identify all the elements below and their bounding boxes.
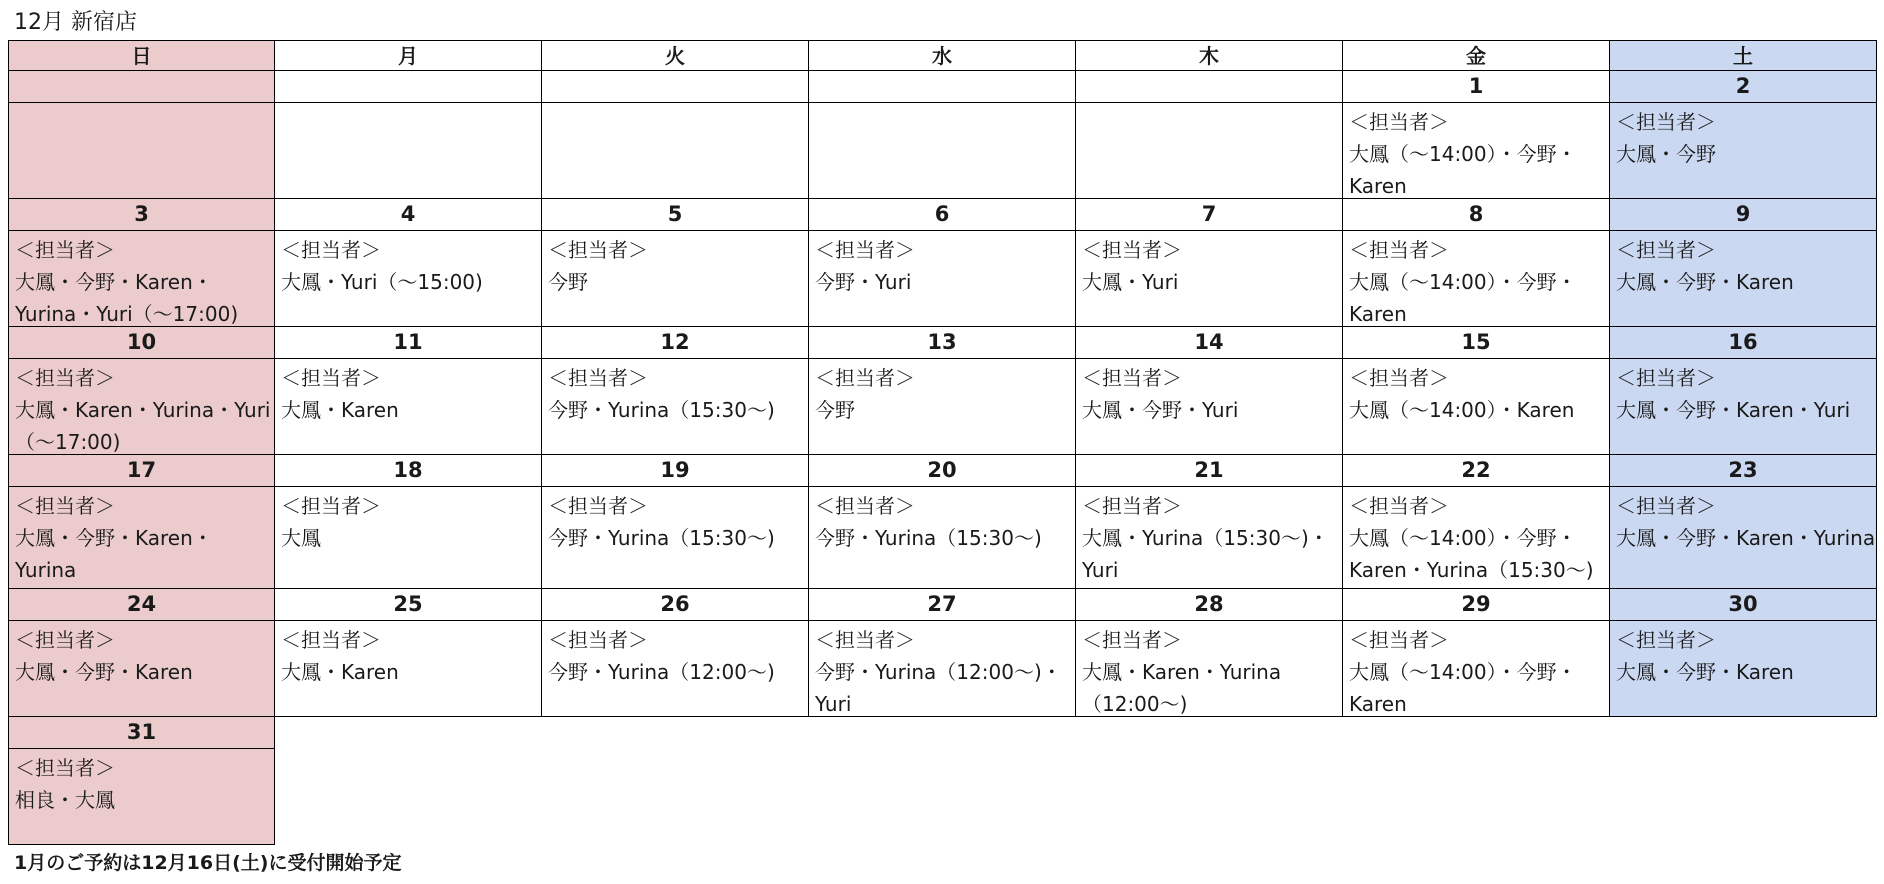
day-number: 19 — [542, 455, 809, 487]
staff-heading: ＜担当者＞ — [281, 366, 381, 390]
day-cell[interactable] — [8, 359, 275, 455]
empty-slot — [809, 717, 1076, 749]
empty-slot — [275, 749, 542, 845]
day-number — [275, 71, 542, 103]
day-number: 28 — [1076, 589, 1343, 621]
staff-heading: ＜担当者＞ — [548, 628, 648, 652]
staff-heading: ＜担当者＞ — [815, 628, 915, 652]
empty-slot — [1343, 717, 1610, 749]
day-cell[interactable] — [1076, 231, 1343, 327]
staff-list: 大鳳・Karen・Yurina（12:00〜) — [1082, 660, 1282, 716]
day-cell[interactable] — [1610, 359, 1877, 455]
staff-heading: ＜担当者＞ — [1349, 366, 1449, 390]
reservation-note: 1月のご予約は12月16日(土)に受付開始予定 — [14, 852, 402, 874]
weekday-header: 金 — [1343, 40, 1610, 71]
empty-slot — [1343, 749, 1610, 845]
staff-list: 今野 — [815, 398, 855, 422]
day-number: 5 — [542, 199, 809, 231]
staff-heading: ＜担当者＞ — [1349, 494, 1449, 518]
day-number: 24 — [8, 589, 275, 621]
staff-list: 大鳳・今野・Yuri — [1082, 398, 1239, 422]
day-number: 27 — [809, 589, 1076, 621]
staff-list: 今野・Yurina（12:00〜) — [548, 660, 775, 684]
staff-list: 今野・Yurina（15:30〜) — [548, 398, 775, 422]
day-cell[interactable] — [1343, 359, 1610, 455]
day-cell[interactable] — [1076, 621, 1343, 717]
day-number: 16 — [1610, 327, 1877, 359]
day-cell[interactable] — [8, 231, 275, 327]
day-number: 12 — [542, 327, 809, 359]
day-number: 8 — [1343, 199, 1610, 231]
day-number: 11 — [275, 327, 542, 359]
day-number: 30 — [1610, 589, 1877, 621]
day-number: 20 — [809, 455, 1076, 487]
day-number: 9 — [1610, 199, 1877, 231]
staff-heading: ＜担当者＞ — [1349, 628, 1449, 652]
day-cell[interactable] — [8, 103, 275, 199]
staff-heading: ＜担当者＞ — [815, 494, 915, 518]
staff-list: 大鳳・Karen — [281, 398, 399, 422]
staff-heading: ＜担当者＞ — [815, 366, 915, 390]
staff-list: 大鳳（〜14:00）・今野・Karen — [1349, 270, 1577, 326]
day-cell[interactable] — [1076, 487, 1343, 589]
weekday-header: 木 — [1076, 40, 1343, 71]
day-number: 2 — [1610, 71, 1877, 103]
staff-list: 大鳳・今野・Karen・Yuri — [1616, 398, 1851, 422]
empty-slot — [1076, 717, 1343, 749]
staff-list: 大鳳（〜14:00）・今野・Karen — [1349, 142, 1577, 198]
day-number: 4 — [275, 199, 542, 231]
calendar-grid — [8, 40, 1877, 845]
day-number: 26 — [542, 589, 809, 621]
staff-list: 今野・Yuri — [815, 270, 912, 294]
page-title: 12月 新宿店 — [14, 10, 137, 35]
staff-list: 大鳳・今野・Karen・Yurina — [1616, 526, 1876, 550]
staff-heading: ＜担当者＞ — [1616, 110, 1716, 134]
empty-slot — [809, 749, 1076, 845]
day-cell[interactable] — [809, 621, 1076, 717]
day-cell[interactable] — [542, 359, 809, 455]
weekday-header: 月 — [275, 40, 542, 71]
staff-list: 大鳳・Yuri — [1082, 270, 1179, 294]
day-cell[interactable] — [275, 487, 542, 589]
day-cell[interactable] — [1610, 231, 1877, 327]
day-cell[interactable] — [1076, 103, 1343, 199]
staff-list: 大鳳・今野・Karen・Yurina・Yuri（〜17:00) — [15, 270, 239, 326]
weekday-header: 火 — [542, 40, 809, 71]
staff-heading: ＜担当者＞ — [15, 756, 115, 780]
staff-list: 大鳳・今野・Karen・Yurina — [15, 526, 213, 582]
day-cell[interactable] — [275, 231, 542, 327]
empty-slot — [275, 717, 542, 749]
staff-list: 大鳳（〜14:00）・今野・Karen — [1349, 660, 1577, 716]
day-number: 7 — [1076, 199, 1343, 231]
day-cell[interactable] — [1343, 487, 1610, 589]
day-cell[interactable] — [275, 621, 542, 717]
weekday-header: 土 — [1610, 40, 1877, 71]
empty-slot — [1610, 749, 1877, 845]
day-cell[interactable] — [1343, 103, 1610, 199]
staff-heading: ＜担当者＞ — [548, 366, 648, 390]
day-cell[interactable] — [8, 621, 275, 717]
staff-list: 今野 — [548, 270, 588, 294]
day-number — [809, 71, 1076, 103]
staff-heading: ＜担当者＞ — [1349, 238, 1449, 262]
day-number: 31 — [8, 717, 275, 749]
staff-heading: ＜担当者＞ — [281, 494, 381, 518]
staff-heading: ＜担当者＞ — [15, 494, 115, 518]
day-cell[interactable] — [1610, 487, 1877, 589]
staff-heading: ＜担当者＞ — [1616, 238, 1716, 262]
day-number: 23 — [1610, 455, 1877, 487]
day-number: 3 — [8, 199, 275, 231]
staff-list: 大鳳（〜14:00）・Karen — [1349, 398, 1575, 422]
staff-heading: ＜担当者＞ — [815, 238, 915, 262]
staff-list: 今野・Yurina（12:00〜)・Yuri — [815, 660, 1062, 716]
day-number: 1 — [1343, 71, 1610, 103]
staff-heading: ＜担当者＞ — [281, 628, 381, 652]
staff-list: 大鳳（〜14:00）・今野・Karen・Yurina（15:30〜) — [1349, 526, 1594, 582]
day-cell[interactable] — [8, 749, 275, 845]
day-number: 15 — [1343, 327, 1610, 359]
day-cell[interactable] — [1343, 621, 1610, 717]
day-number: 25 — [275, 589, 542, 621]
day-cell[interactable] — [8, 487, 275, 589]
day-number: 6 — [809, 199, 1076, 231]
staff-heading: ＜担当者＞ — [1616, 366, 1716, 390]
day-number: 21 — [1076, 455, 1343, 487]
staff-heading: ＜担当者＞ — [15, 366, 115, 390]
staff-list: 大鳳 — [281, 526, 321, 550]
weekday-header: 日 — [8, 40, 275, 71]
day-cell[interactable] — [1610, 103, 1877, 199]
staff-heading: ＜担当者＞ — [1349, 110, 1449, 134]
staff-list: 大鳳・今野・Karen — [15, 660, 193, 684]
staff-list: 大鳳・Yuri（〜15:00) — [281, 270, 483, 294]
day-cell[interactable] — [1076, 359, 1343, 455]
day-number — [8, 71, 275, 103]
staff-list: 大鳳・今野・Karen — [1616, 660, 1794, 684]
staff-list: 大鳳・Yurina（15:30〜)・Yuri — [1082, 526, 1329, 582]
staff-heading: ＜担当者＞ — [281, 238, 381, 262]
day-cell[interactable] — [1610, 621, 1877, 717]
staff-heading: ＜担当者＞ — [1082, 628, 1182, 652]
day-number: 18 — [275, 455, 542, 487]
weekday-header: 水 — [809, 40, 1076, 71]
day-number: 10 — [8, 327, 275, 359]
staff-heading: ＜担当者＞ — [1616, 628, 1716, 652]
staff-list: 今野・Yurina（15:30〜) — [548, 526, 775, 550]
staff-heading: ＜担当者＞ — [1082, 238, 1182, 262]
staff-heading: ＜担当者＞ — [1616, 494, 1716, 518]
day-cell[interactable] — [275, 359, 542, 455]
staff-heading: ＜担当者＞ — [1082, 494, 1182, 518]
empty-slot — [1610, 717, 1877, 749]
day-cell[interactable] — [809, 103, 1076, 199]
day-number — [542, 71, 809, 103]
day-cell[interactable] — [1343, 231, 1610, 327]
day-number: 14 — [1076, 327, 1343, 359]
day-cell[interactable] — [809, 231, 1076, 327]
staff-list: 大鳳・Karen・Yurina・Yuri（〜17:00) — [15, 398, 271, 454]
day-number: 29 — [1343, 589, 1610, 621]
day-cell[interactable] — [542, 487, 809, 589]
empty-slot — [542, 749, 809, 845]
staff-list: 大鳳・Karen — [281, 660, 399, 684]
day-number: 22 — [1343, 455, 1610, 487]
day-cell[interactable] — [809, 487, 1076, 589]
staff-heading: ＜担当者＞ — [15, 238, 115, 262]
empty-slot — [1076, 749, 1343, 845]
staff-list: 今野・Yurina（15:30〜) — [815, 526, 1042, 550]
day-number: 17 — [8, 455, 275, 487]
staff-heading: ＜担当者＞ — [548, 238, 648, 262]
staff-list: 大鳳・今野 — [1616, 142, 1716, 166]
day-number: 13 — [809, 327, 1076, 359]
day-cell[interactable] — [542, 103, 809, 199]
staff-heading: ＜担当者＞ — [1082, 366, 1182, 390]
staff-heading: ＜担当者＞ — [15, 628, 115, 652]
staff-list: 相良・大鳳 — [15, 788, 115, 812]
staff-list: 大鳳・今野・Karen — [1616, 270, 1794, 294]
day-cell[interactable] — [275, 103, 542, 199]
day-cell[interactable] — [809, 359, 1076, 455]
staff-heading: ＜担当者＞ — [548, 494, 648, 518]
empty-slot — [542, 717, 809, 749]
day-number — [1076, 71, 1343, 103]
day-cell[interactable] — [542, 621, 809, 717]
day-cell[interactable] — [542, 231, 809, 327]
